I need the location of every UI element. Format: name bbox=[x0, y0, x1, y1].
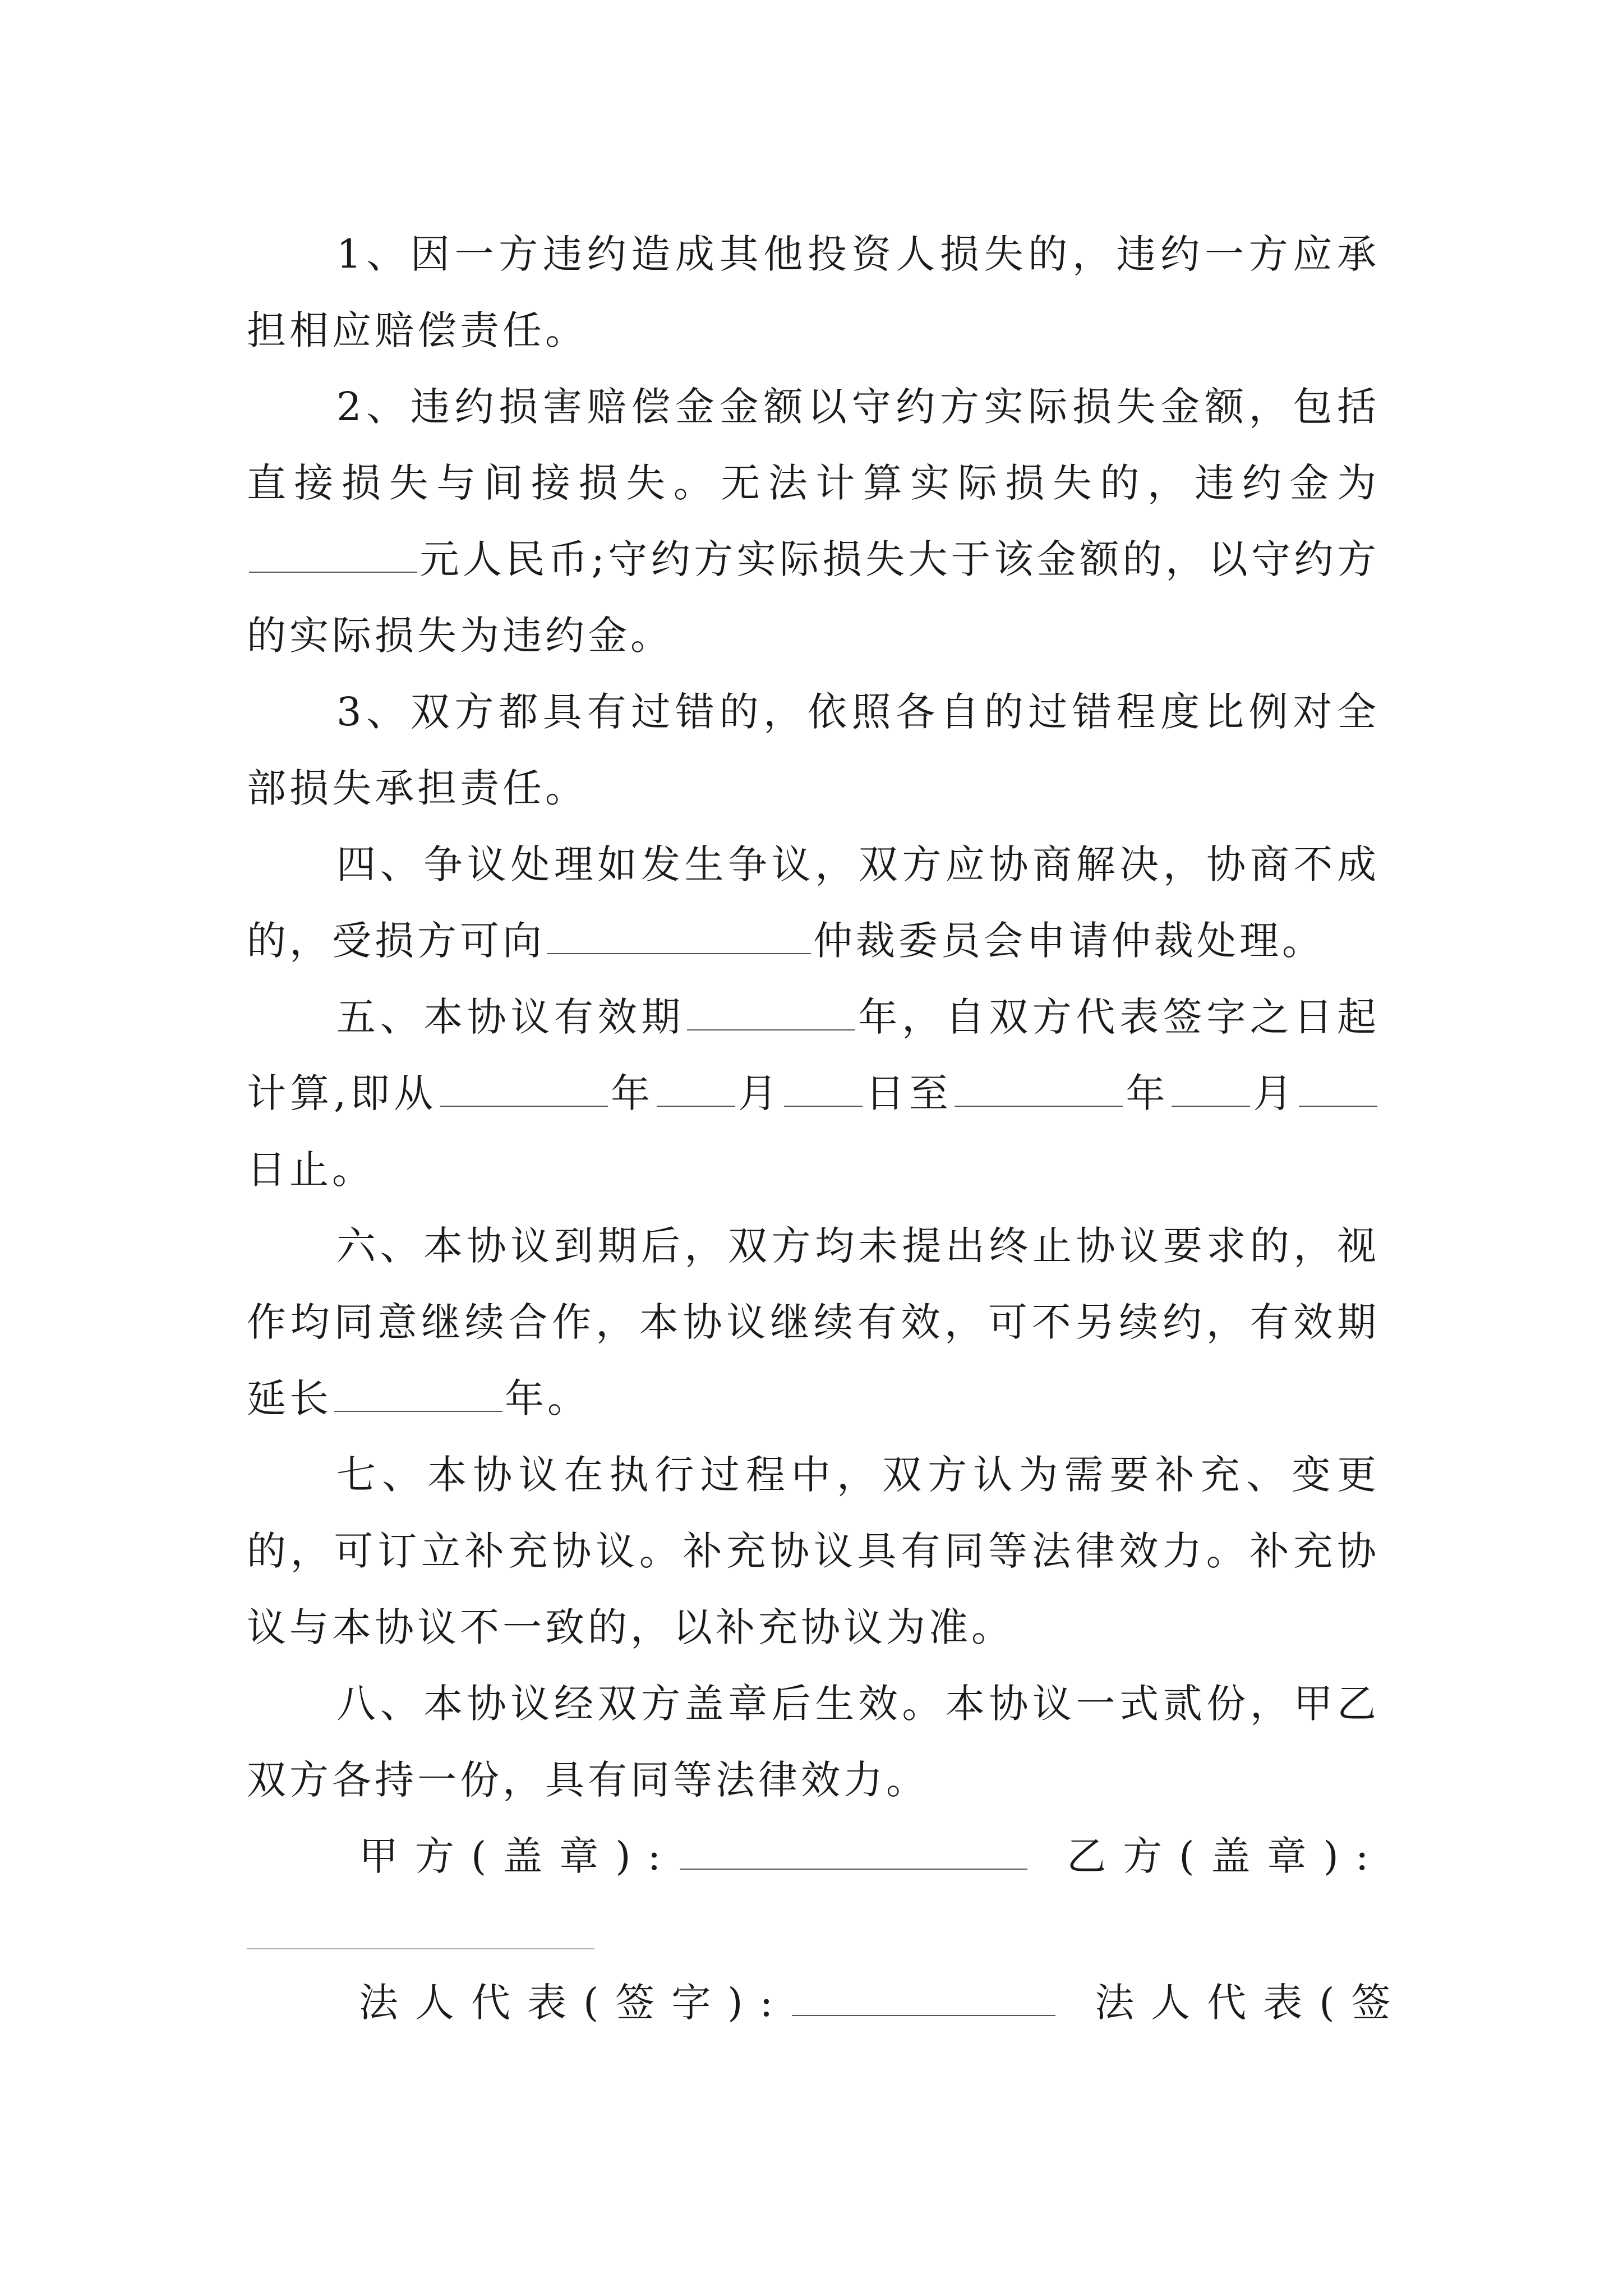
end-year-blank[interactable] bbox=[955, 1072, 1123, 1107]
start-month-blank[interactable] bbox=[657, 1072, 735, 1107]
party-a-rep-blank[interactable] bbox=[792, 1981, 1055, 2016]
document-body bbox=[247, 216, 1386, 1894]
validity-text-b: 年，自双方代表签字之日起计算,即从 bbox=[247, 994, 1380, 1116]
party-b-seal-label: 乙方(盖章): bbox=[1067, 1833, 1386, 1879]
extension-years-blank[interactable] bbox=[334, 1377, 502, 1412]
clause-2 bbox=[247, 369, 1380, 674]
end-day-blank[interactable] bbox=[1299, 1072, 1377, 1107]
seal-line bbox=[247, 1818, 1386, 1894]
clause-3-text: 3、双方都具有过错的，依照各自的过错程度比例对全部损失承担责任。 bbox=[247, 689, 1380, 811]
supplement-text: 七、本协议在执行过程中，双方认为需要补充、变更的，可订立补充协议。补充协议具有同等法律效力。补充协议与本协议不一致的，以补充协议为准。 bbox=[247, 1452, 1380, 1650]
end-year-label: 年 bbox=[1125, 1070, 1170, 1116]
arbitration-commission-blank[interactable] bbox=[547, 919, 811, 954]
section-supplement bbox=[247, 1437, 1380, 1665]
party-a-rep-label: 法人代表(签字): bbox=[359, 1980, 790, 2026]
start-month-label: 月 bbox=[737, 1070, 782, 1116]
penalty-amount-blank[interactable] bbox=[249, 538, 417, 573]
signature-block bbox=[247, 1958, 1408, 2047]
start-year-label: 年 bbox=[610, 1070, 654, 1116]
signature-line bbox=[247, 1958, 1408, 2047]
renewal-text-b: 年。 bbox=[505, 1375, 590, 1421]
clause-1 bbox=[247, 216, 1380, 369]
section-validity bbox=[247, 979, 1380, 1208]
section-renewal bbox=[247, 1208, 1380, 1437]
party-b-rep-label: 法人代表(签 bbox=[1095, 1980, 1408, 2026]
party-a-seal-blank[interactable] bbox=[680, 1835, 1027, 1870]
renewal-text-a: 六、本协议到期后，双方均未提出终止协议要求的，视作均同意继续合作，本协议继续有效，可不另续约，有效期延长 bbox=[247, 1223, 1380, 1421]
start-year-blank[interactable] bbox=[440, 1072, 608, 1107]
clause-3 bbox=[247, 674, 1380, 826]
dispute-text-a: 四、争议处理如发生争议，双方应协商解决，协商不成的，受损方可向 bbox=[247, 841, 1380, 964]
party-b-seal-blank[interactable] bbox=[247, 1948, 594, 1949]
clause-2-text-b: 元人民币;守约方实际损失大于该金额的，以守约方的实际损失为违约金。 bbox=[247, 536, 1380, 659]
section-dispute bbox=[247, 826, 1380, 979]
start-day-label: 日至 bbox=[864, 1070, 953, 1116]
effect-text: 八、本协议经双方盖章后生效。本协议一式贰份，甲乙双方各持一份，具有同等法律效力。 bbox=[247, 1681, 1380, 1803]
clause-1-text: 1、因一方违约造成其他投资人损失的，违约一方应承担相应赔偿责任。 bbox=[247, 231, 1380, 353]
start-day-blank[interactable] bbox=[784, 1072, 863, 1107]
validity-years-blank[interactable] bbox=[687, 996, 855, 1030]
clause-2-text-a: 2、违约损害赔偿金金额以守约方实际损失金额，包括直接损失与间接损失。无法计算实际损失的，违约金为 bbox=[247, 384, 1380, 506]
end-month-blank[interactable] bbox=[1172, 1072, 1250, 1107]
section-effect bbox=[247, 1665, 1380, 1818]
validity-text-a: 五、本协议有效期 bbox=[336, 994, 685, 1040]
end-day-label: 日止。 bbox=[247, 1147, 375, 1193]
party-a-seal-label: 甲方(盖章): bbox=[359, 1833, 678, 1879]
dispute-text-b: 仲裁委员会申请仲裁处理。 bbox=[813, 918, 1325, 964]
end-month-label: 月 bbox=[1252, 1070, 1297, 1116]
